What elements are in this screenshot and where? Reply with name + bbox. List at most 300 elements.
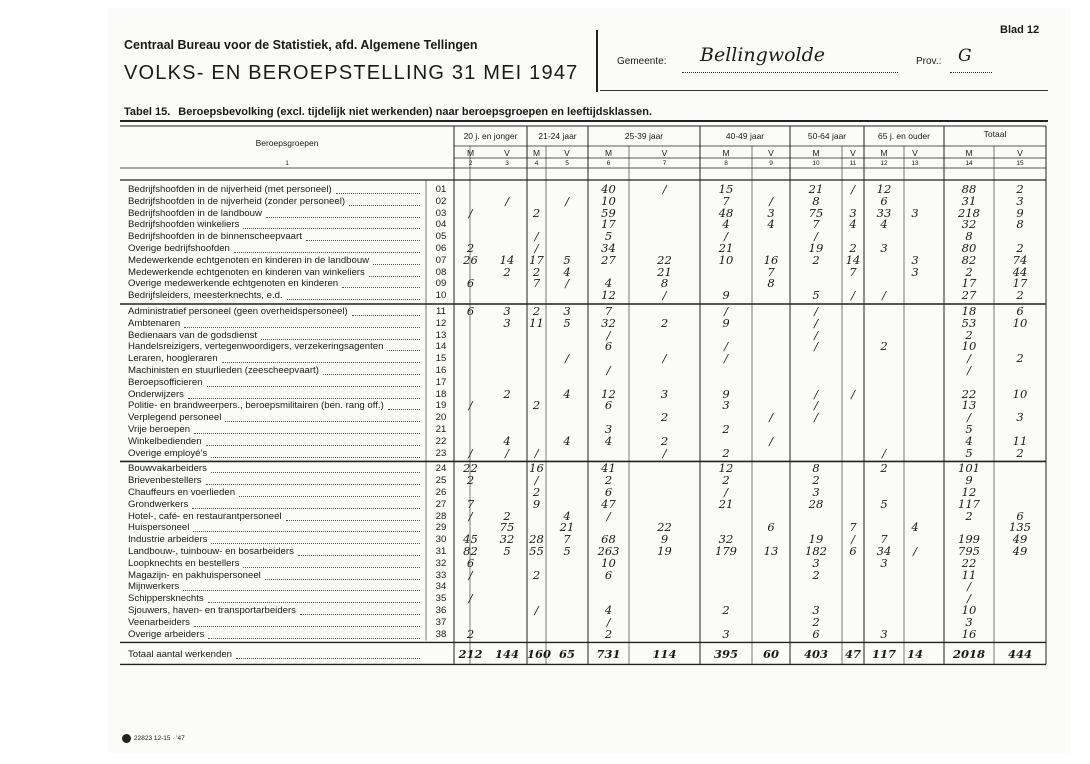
row-code: 26 bbox=[435, 487, 447, 498]
table-cell: / bbox=[606, 327, 611, 342]
row-code: 14 bbox=[435, 341, 447, 353]
table-cell: 12 bbox=[961, 485, 977, 499]
table-cell: 6 bbox=[1016, 508, 1024, 523]
row-label: Sjouwers, haven- en transportarbeiders bbox=[128, 605, 296, 616]
table-cell: 9 bbox=[965, 473, 973, 488]
table-cell: 10 bbox=[601, 193, 616, 208]
row-label: Medewerkende echtgenoten en kinderen van winkeliers bbox=[128, 266, 365, 278]
leader-dots bbox=[265, 579, 420, 580]
leader-dots bbox=[352, 315, 420, 316]
leader-dots bbox=[287, 299, 420, 300]
table-cell: 28 bbox=[529, 532, 544, 547]
table-cell: 32 bbox=[961, 217, 977, 232]
table-cell: 7 bbox=[812, 217, 820, 232]
table-cell: 4 bbox=[604, 433, 613, 448]
table-cell: 6 bbox=[880, 193, 888, 208]
leader-dots bbox=[194, 433, 420, 434]
table-cell: 6 bbox=[812, 626, 820, 641]
table-cell: 2 bbox=[1016, 241, 1024, 255]
table-cell: 6 bbox=[604, 567, 613, 582]
table-cell: 34 bbox=[876, 544, 892, 558]
table-cell: 55 bbox=[529, 544, 544, 558]
row-code: 12 bbox=[435, 317, 447, 329]
leader-dots bbox=[286, 520, 420, 521]
table-cell: 3 bbox=[849, 205, 857, 220]
table-cell: 19 bbox=[808, 241, 824, 255]
sex-header: V bbox=[504, 148, 510, 158]
sex-header: V bbox=[564, 148, 570, 158]
table-cell: / bbox=[565, 351, 569, 366]
group-column-number: 1 bbox=[285, 160, 289, 167]
leader-dots bbox=[208, 638, 420, 639]
table-cell: 2 bbox=[604, 473, 613, 488]
table-cell: 75 bbox=[499, 520, 515, 535]
table-cell: 3 bbox=[722, 398, 730, 413]
total-cell: 212 bbox=[458, 647, 483, 662]
row-code: 32 bbox=[435, 557, 447, 569]
table-cell: 31 bbox=[961, 193, 977, 208]
table-cell: 2 bbox=[466, 241, 475, 255]
print-mark bbox=[122, 734, 185, 743]
table-cell: 2 bbox=[722, 603, 730, 617]
row-label: Verplegend personeel bbox=[128, 412, 222, 424]
table-cell: 9 bbox=[722, 386, 730, 401]
row-label: Schippersknechts bbox=[128, 593, 204, 605]
table-cell: 6 bbox=[849, 544, 857, 558]
column-number: 10 bbox=[812, 160, 820, 167]
row-label: Bedrijfsleiders, meesterknechts, e.d. bbox=[128, 290, 283, 302]
leader-dots bbox=[234, 252, 420, 253]
gemeente-value: Bellingwolde bbox=[700, 44, 826, 66]
table-cell: 11 bbox=[1012, 433, 1028, 448]
row-code: 07 bbox=[435, 254, 447, 266]
column-number: 8 bbox=[724, 160, 728, 167]
age-group-header: 50-64 jaar bbox=[807, 131, 847, 141]
row-code: 37 bbox=[435, 616, 447, 628]
row-code: 29 bbox=[435, 522, 447, 534]
table-cell: 2 bbox=[880, 461, 888, 476]
table-cell: / bbox=[851, 386, 855, 401]
table-cell: / bbox=[534, 241, 539, 255]
column-number: 9 bbox=[769, 160, 773, 167]
table-cell: 21 bbox=[559, 520, 575, 535]
table-cell: / bbox=[534, 445, 539, 460]
table-cell: 17 bbox=[1012, 276, 1028, 291]
row-label: Overige employé's bbox=[128, 447, 208, 459]
table-cell: / bbox=[814, 410, 818, 425]
row-label: Ambtenaren bbox=[128, 317, 181, 329]
table-cell: 4 bbox=[604, 603, 613, 617]
table-cell: 2 bbox=[722, 422, 730, 436]
leader-dots bbox=[261, 339, 420, 340]
row-code: 03 bbox=[435, 207, 447, 219]
table-cell: 48 bbox=[718, 205, 734, 220]
leader-dots bbox=[266, 217, 420, 218]
table-cell: 12 bbox=[718, 461, 734, 476]
table-cell: / bbox=[724, 339, 728, 354]
row-label: Industrie arbeiders bbox=[128, 534, 208, 546]
row-code: 05 bbox=[435, 231, 447, 243]
leader-dots bbox=[387, 350, 420, 351]
table-cell: / bbox=[565, 193, 569, 208]
leader-dots bbox=[222, 362, 420, 363]
table-cell: 80 bbox=[961, 241, 977, 255]
table-cell: / bbox=[662, 351, 667, 366]
table-cell: 14 bbox=[499, 252, 515, 267]
table-cell: 82 bbox=[463, 544, 478, 558]
leader-dots bbox=[211, 472, 420, 473]
column-number: 4 bbox=[534, 160, 539, 167]
printer-seal-icon bbox=[122, 734, 131, 743]
table-cell: 16 bbox=[529, 461, 544, 476]
table-cell: 5 bbox=[563, 544, 571, 558]
table-cell: 4 bbox=[563, 433, 571, 448]
age-group-header: 65 j. en ouder bbox=[878, 131, 930, 141]
column-number: 5 bbox=[565, 160, 569, 167]
table-cell: 117 bbox=[958, 496, 980, 511]
row-label: Chauffeurs en voerlieden bbox=[128, 487, 236, 498]
leader-dots bbox=[300, 614, 420, 615]
sex-header: M bbox=[812, 148, 820, 158]
table-cell: / bbox=[662, 182, 667, 196]
table-cell: / bbox=[724, 229, 728, 244]
table-cell: 3 bbox=[563, 304, 571, 318]
row-label: Overige medewerkende echtgenoten en kinderen bbox=[128, 278, 339, 290]
total-cell: 444 bbox=[1007, 647, 1032, 662]
table-cell: 179 bbox=[715, 544, 737, 558]
leader-dots bbox=[239, 496, 420, 497]
table-cell: 8 bbox=[812, 193, 820, 208]
table-cell: 2 bbox=[532, 398, 541, 413]
leader-dots bbox=[298, 555, 420, 556]
table-cell: 3 bbox=[812, 555, 820, 570]
row-code: 22 bbox=[435, 435, 447, 447]
row-code: 28 bbox=[435, 510, 447, 522]
row-label: Magazijn- en pakhuispersoneel bbox=[128, 569, 261, 581]
table-cell: 10 bbox=[1012, 386, 1028, 401]
table-cell: 13 bbox=[961, 398, 977, 413]
row-code: 04 bbox=[435, 219, 447, 231]
table-cell: 218 bbox=[958, 205, 980, 220]
age-group-header: 40-49 jaar bbox=[725, 131, 765, 141]
table-cell: 4 bbox=[563, 386, 571, 401]
sex-header: M bbox=[466, 148, 475, 158]
table-cell: 2 bbox=[722, 473, 730, 488]
table-cell: / bbox=[468, 445, 473, 460]
table-cell: 34 bbox=[601, 241, 616, 255]
table-cell: 17 bbox=[961, 276, 977, 291]
row-code: 11 bbox=[436, 306, 446, 317]
leader-dots bbox=[184, 327, 420, 328]
leader-dots bbox=[194, 626, 420, 627]
table-cell: 3 bbox=[503, 304, 511, 318]
leader-dots bbox=[323, 374, 420, 375]
group-column-header: Beroepsgroepen bbox=[255, 138, 319, 148]
sex-header: M bbox=[965, 148, 973, 158]
row-label: Overige bedrijfshoofden bbox=[128, 243, 230, 254]
column-number: 2 bbox=[468, 160, 473, 167]
row-code: 19 bbox=[435, 400, 447, 412]
leader-dots bbox=[342, 287, 420, 288]
total-cell: 117 bbox=[871, 647, 896, 662]
table-cell: 2 bbox=[812, 614, 820, 629]
table-cell: 68 bbox=[601, 532, 616, 547]
table-cell: 2 bbox=[849, 241, 857, 255]
table-cell: 6 bbox=[767, 520, 775, 535]
row-code: 35 bbox=[435, 593, 447, 605]
table-cell: / bbox=[913, 544, 917, 558]
table-cell: 18 bbox=[961, 304, 977, 318]
table-cell: 4 bbox=[503, 433, 511, 448]
row-code: 18 bbox=[435, 388, 447, 400]
leader-dots bbox=[183, 590, 420, 591]
table-cell: 11 bbox=[529, 315, 544, 330]
gemeente-label: Gemeente: bbox=[617, 56, 667, 67]
table-cell: 3 bbox=[911, 264, 919, 279]
row-code: 08 bbox=[435, 266, 447, 278]
table-cell: / bbox=[882, 288, 886, 303]
row-label: Bedrijfshoofden in de nijverheid (met personeel) bbox=[128, 184, 332, 195]
row-code: 25 bbox=[435, 475, 447, 487]
leader-dots bbox=[388, 409, 420, 410]
table-cell: / bbox=[606, 363, 611, 377]
table-cell: / bbox=[882, 445, 886, 460]
table-cell: 8 bbox=[812, 461, 820, 476]
table-cell: 2 bbox=[604, 626, 613, 641]
table-cell: 3 bbox=[604, 422, 613, 436]
organization-name: Centraal Bureau voor de Statistiek, afd. Algemene Tellingen bbox=[124, 38, 478, 52]
table-cell: / bbox=[606, 614, 611, 629]
table-cell: 4 bbox=[563, 264, 571, 279]
sex-header: V bbox=[1017, 148, 1023, 158]
table-cell: 2 bbox=[532, 485, 541, 499]
table-cell: 2 bbox=[880, 339, 888, 354]
row-label: Bedrijfshoofden in de landbouw bbox=[128, 207, 262, 219]
table-cell: 3 bbox=[965, 614, 973, 629]
table-cell: 28 bbox=[808, 496, 824, 511]
table-cell: / bbox=[505, 193, 509, 208]
print-code: 22823 12-15 · '47 bbox=[134, 735, 185, 743]
table-cell: 3 bbox=[880, 241, 888, 255]
table-cell: 40 bbox=[601, 182, 616, 196]
table-cell: 10 bbox=[961, 603, 977, 617]
row-code: 31 bbox=[435, 546, 447, 557]
row-label: Politie- en brandweerpers., beroepsmilitairen (ben. rang off.) bbox=[128, 400, 384, 412]
total-cell: 403 bbox=[803, 647, 828, 662]
table-cell: 8 bbox=[1016, 217, 1024, 232]
row-label: Veenarbeiders bbox=[128, 616, 190, 628]
table-cell: 9 bbox=[722, 315, 730, 330]
row-code: 38 bbox=[435, 628, 447, 640]
row-code: 21 bbox=[435, 424, 447, 435]
table-cell: 263 bbox=[597, 544, 620, 558]
row-code: 36 bbox=[435, 605, 447, 616]
table-cell: 19 bbox=[808, 532, 824, 547]
table-cell: 21 bbox=[718, 496, 734, 511]
table-cell: 2 bbox=[660, 315, 669, 330]
table-cell: 7 bbox=[532, 276, 541, 291]
table-cell: 8 bbox=[965, 229, 973, 244]
table-cell: 3 bbox=[722, 626, 730, 641]
table-cell: / bbox=[967, 591, 971, 606]
leader-dots bbox=[243, 567, 420, 568]
table-cell: 2 bbox=[660, 410, 669, 425]
table-cell: 7 bbox=[722, 193, 730, 208]
leader-dots bbox=[193, 531, 420, 532]
total-cell: 114 bbox=[652, 647, 677, 662]
table-cell: 3 bbox=[812, 603, 820, 617]
sex-header: V bbox=[850, 148, 856, 158]
table-cell: 2 bbox=[965, 264, 973, 279]
row-label: Bedrijfshoofden winkeliers bbox=[128, 219, 240, 231]
table-cell: 2 bbox=[965, 508, 973, 523]
table-cell: 22 bbox=[961, 555, 977, 570]
table-cell: 6 bbox=[466, 304, 475, 318]
table-cell: / bbox=[565, 276, 569, 291]
table-cell: 8 bbox=[767, 276, 775, 291]
total-cell: 144 bbox=[494, 647, 519, 662]
total-cell: 731 bbox=[596, 647, 621, 662]
leader-dots bbox=[369, 276, 420, 277]
table-cell: 22 bbox=[657, 520, 672, 535]
table-cell: 2 bbox=[466, 473, 475, 488]
row-label: Overige arbeiders bbox=[128, 628, 205, 640]
table-cell: 2 bbox=[532, 304, 541, 318]
column-number: 6 bbox=[606, 160, 611, 167]
sex-header: M bbox=[880, 148, 888, 158]
table-cell: 2 bbox=[1016, 182, 1024, 196]
column-number: 7 bbox=[662, 160, 667, 167]
leader-dots bbox=[208, 602, 420, 603]
table-cell: 7 bbox=[563, 532, 571, 547]
column-number: 12 bbox=[880, 160, 888, 167]
table-cell: / bbox=[769, 410, 773, 425]
age-group-header: 20 j. en jonger bbox=[463, 131, 518, 141]
table-cell: 6 bbox=[604, 398, 613, 413]
column-number: 15 bbox=[1016, 160, 1024, 167]
table-cell: 44 bbox=[1012, 264, 1028, 279]
table-cell: 2 bbox=[660, 433, 669, 448]
row-label: Huispersoneel bbox=[128, 522, 190, 534]
table-cell: 4 bbox=[563, 508, 571, 523]
table-cell: 27 bbox=[961, 288, 977, 303]
row-label: Medewerkende echtgenoten en kinderen in de landbouw bbox=[128, 254, 370, 266]
row-label: Handelsreizigers, vertegenwoordigers, verzekeringsagenten bbox=[128, 341, 384, 353]
table-cell: 4 bbox=[880, 217, 888, 232]
table-cell: / bbox=[814, 229, 818, 244]
table-cell: 10 bbox=[961, 339, 977, 354]
row-label: Grondwerkers bbox=[128, 498, 189, 510]
row-code: 20 bbox=[435, 412, 447, 424]
table-cell: 5 bbox=[965, 422, 973, 436]
table-cell: 3 bbox=[880, 626, 888, 641]
row-label: Loopknechts en bestellers bbox=[128, 557, 240, 569]
table-cell: 21 bbox=[657, 264, 672, 279]
row-code: 15 bbox=[435, 353, 447, 365]
table-cell: / bbox=[505, 445, 509, 460]
table-cell: 7 bbox=[880, 532, 888, 547]
table-cell: / bbox=[724, 304, 728, 318]
row-code: 17 bbox=[435, 376, 447, 388]
table-cell: 4 bbox=[767, 217, 775, 232]
row-code: 16 bbox=[435, 365, 447, 376]
leader-dots bbox=[211, 457, 420, 458]
sex-header: M bbox=[604, 148, 613, 158]
row-label: Brievenbestellers bbox=[128, 475, 202, 487]
table-cell: / bbox=[967, 410, 971, 425]
table-cell: / bbox=[851, 288, 855, 303]
table-cell: 3 bbox=[911, 205, 919, 220]
row-label: Machinisten en stuurlieden (zeescheepvaart) bbox=[128, 365, 319, 376]
table-cell: 9 bbox=[722, 288, 730, 303]
table-cell: 7 bbox=[849, 520, 857, 535]
row-label: Onderwijzers bbox=[128, 388, 184, 400]
leader-dots bbox=[349, 205, 420, 206]
leader-dots bbox=[306, 240, 420, 241]
total-cell: 47 bbox=[844, 647, 861, 662]
table-cell: / bbox=[724, 485, 728, 499]
table-cell: 4 bbox=[604, 276, 613, 291]
table-number: Tabel 15. bbox=[124, 106, 171, 118]
table-cell: / bbox=[967, 579, 971, 594]
table-cell: 2 bbox=[503, 508, 511, 523]
table-cell: 53 bbox=[961, 315, 977, 330]
leader-dots bbox=[243, 228, 420, 229]
table-cell: 2 bbox=[812, 473, 820, 488]
table-cell: / bbox=[814, 315, 818, 330]
table-cell: 26 bbox=[463, 252, 478, 267]
table-cell: / bbox=[468, 398, 473, 413]
row-code: 02 bbox=[435, 195, 447, 207]
page-number: Blad 12 bbox=[1000, 24, 1040, 36]
leader-dots bbox=[207, 386, 421, 387]
table-cell: 27 bbox=[601, 252, 616, 267]
table-cell: 75 bbox=[808, 205, 824, 220]
table-cell: / bbox=[662, 288, 667, 303]
table-cell: 2 bbox=[812, 567, 820, 582]
table-cell: / bbox=[534, 229, 539, 244]
table-cell: / bbox=[814, 327, 818, 342]
table-cell: 21 bbox=[718, 241, 734, 255]
table-cell: 19 bbox=[657, 544, 672, 558]
table-cell: 2 bbox=[1016, 445, 1024, 460]
row-code: 34 bbox=[435, 581, 447, 593]
table-cell: 17 bbox=[529, 252, 544, 267]
row-code: 27 bbox=[435, 498, 447, 510]
table-cell: 88 bbox=[961, 182, 977, 196]
row-label: Administratief personeel (geen overheidspersoneel) bbox=[128, 306, 348, 317]
table-cell: 5 bbox=[812, 288, 820, 303]
age-group-header: 25-39 jaar bbox=[624, 131, 664, 141]
row-label: Leraren, hoogleraren bbox=[128, 353, 218, 365]
row-label: Hotel-, café- en restaurantpersoneel bbox=[128, 510, 282, 522]
table-cell: 15 bbox=[718, 182, 734, 196]
total-cell: 395 bbox=[713, 647, 738, 662]
table-cell: 2 bbox=[722, 445, 730, 460]
leader-dots bbox=[336, 193, 420, 194]
table-cell: / bbox=[468, 591, 473, 606]
row-code: 24 bbox=[435, 463, 447, 475]
row-label: Bedienaars van de godsdienst bbox=[128, 329, 258, 341]
table-cell: 135 bbox=[1009, 520, 1031, 535]
column-number: 13 bbox=[911, 160, 919, 167]
table-cell: 74 bbox=[1012, 252, 1028, 267]
sex-header: M bbox=[532, 148, 541, 158]
column-number: 11 bbox=[849, 160, 857, 167]
table-cell: 17 bbox=[601, 217, 616, 232]
leader-dots bbox=[206, 484, 420, 485]
table-cell: 7 bbox=[604, 304, 613, 318]
